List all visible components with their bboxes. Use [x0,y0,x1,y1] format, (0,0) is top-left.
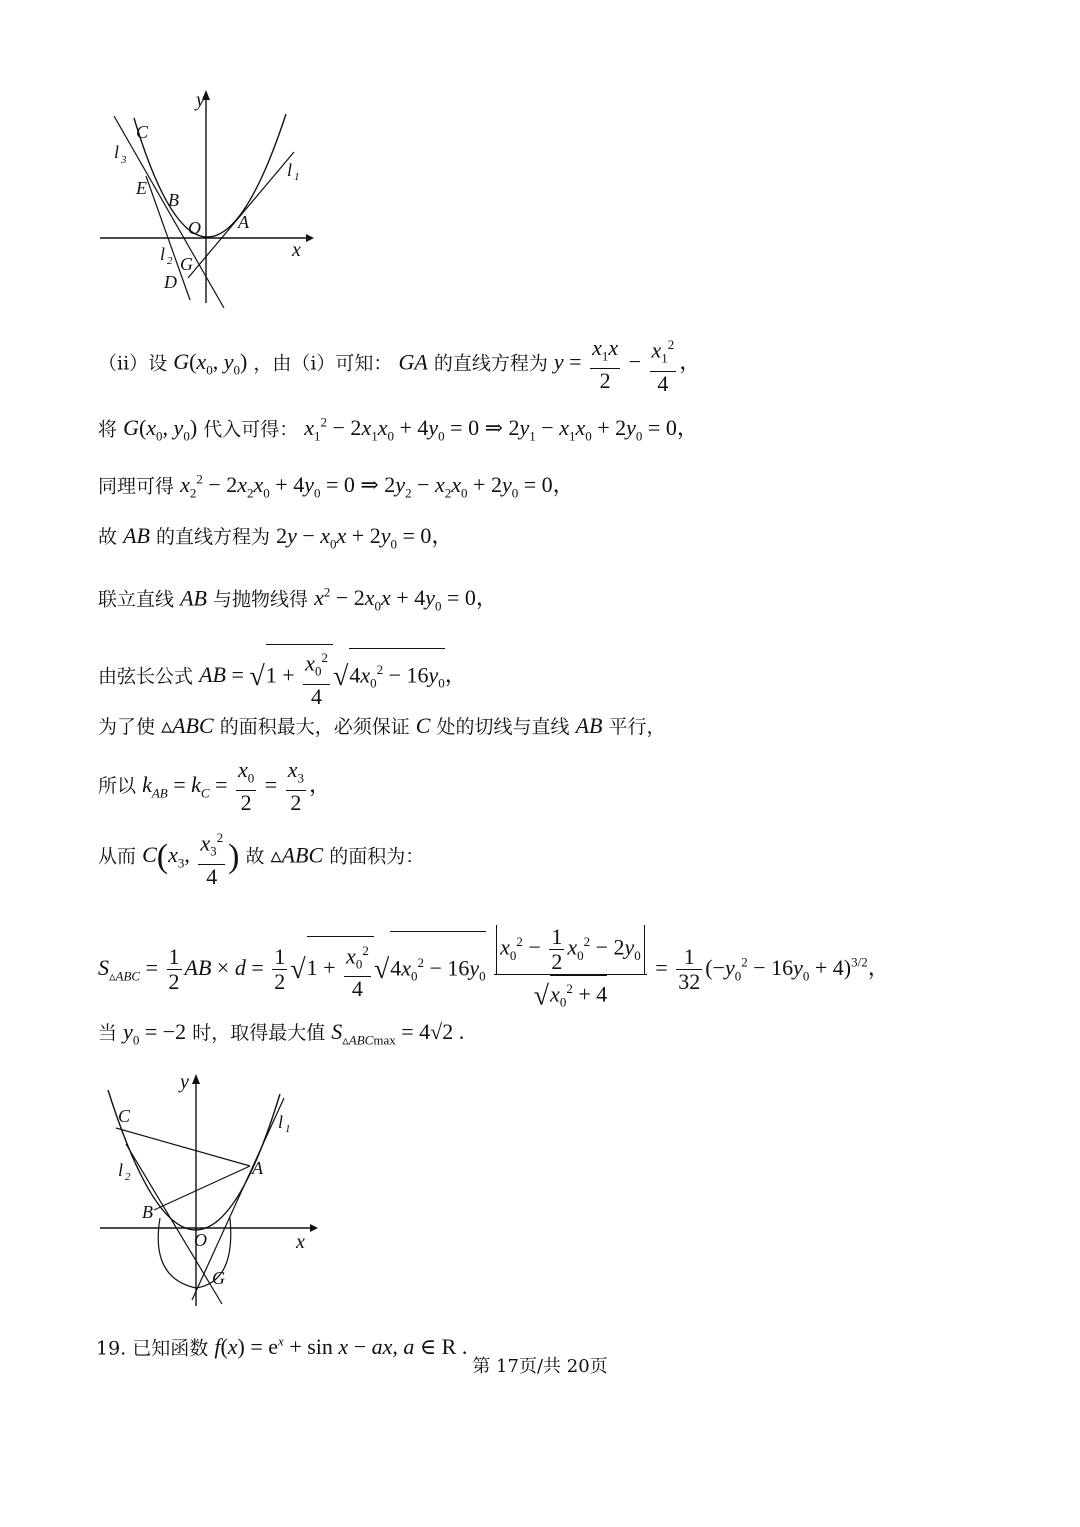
fig2-label-x: x [296,1231,305,1253]
line9-mid: 故 [245,845,265,868]
line9-lead: 从而 [98,845,137,868]
line5-mid: 与抛物线得 [213,588,309,611]
fig1-label-l1: l [287,160,293,180]
line3-lead: 同理可得 [98,475,175,498]
text-line-8: 所以 $k_{AB} = k_C$ = $\frac{x_0}{2}$ = $\frac{x_3}{2}$ ， [98,757,331,816]
fig1-label-l2-sub: 2 [167,255,173,267]
fig1-label-D: D [164,272,177,292]
fig2-label-l1: l [278,1112,284,1132]
line2-mid: 代入可得： [203,418,299,441]
fig1-label-l3-sub: 3 [121,154,127,166]
text-line-2: 将 $G(x_0$, $y_0$) 代入可得： $x_1^2 - 2x_1x_0 + 4y_0 = 0$ ⇒ $2y_1 - x_1x_0 + 2y_0 = 0$， [98,415,699,444]
line7-lead: 为了使 [98,716,156,738]
fig1-label-G: G [180,254,193,274]
fig2-label-y: y [180,1071,189,1093]
fig1-label-l2: l [160,244,166,264]
figure-tangent-lines [96,88,316,308]
page-footer: 第 17页/共 20页 [472,1356,608,1377]
fig2-label-O: O [194,1230,207,1250]
text-line-7: 为了使 ▵ABC 的面积最大，必须保证 C 处的切线与直线 AB 平行， [98,713,666,738]
line6-lead: 由弦长公式 [98,665,194,688]
fig1-label-E: E [136,178,147,198]
fig2-label-l2-sub: 2 [125,1171,131,1183]
fig1-label-l1-sub: 1 [294,171,300,183]
line7-mid1: 的面积最大，必须保证 [219,716,410,738]
fig1-label-y: y [196,89,205,111]
text-line-9: 从而 $C(x_3$, $\frac{x_3^2}{4}$ ) 故 ▵ABC 的面积为： [98,826,424,866]
line9-tail: 的面积为： [329,845,425,868]
line1-tail: 的直线方程为 [433,352,548,375]
fig1-label-x: x [292,239,301,261]
text-line-4: 故 AB 的直线方程为 $2y - x_0x + 2y_0 = 0$， [98,523,454,552]
text-line-5: 联立直线 AB 与抛物线得 $x^2 - 2x_0x + 4y_0 = 0$， [98,585,498,614]
question-19-text: 已知函数 [132,1337,209,1360]
fig1-label-O: O [188,218,201,238]
text-line-1: （ii）设 $G(x_0$, $y_0$) ，由（i）可知： GA 的直线方程为 y = $\frac{x_1x}{2}$ − $\frac{x_1^2}{4}$ ， [98,334,702,396]
fig2-label-B: B [142,1202,153,1222]
line1-mid: ，由（i）可知： [253,352,393,375]
fig1-label-A: A [238,212,249,232]
text-line-6: 由弦长公式 AB = √1 + $\frac{x_0^2}{4}$ $√4x_0^2 - 16y_0$， [98,644,467,684]
fig2-label-l2: l [118,1160,124,1180]
fig1-label-B: B [168,190,179,210]
fig1-label-l3: l [114,142,120,162]
line11-mid: 时，取得最大值 [192,1022,326,1044]
line2-lead: 将 [98,418,118,441]
line4-lead: 故 [98,526,118,548]
fig2-label-l1-sub: 1 [285,1123,291,1135]
fig2-label-A: A [252,1158,263,1178]
question-19-number: 19. [96,1337,127,1360]
fig1-label-C: C [136,122,149,142]
question-19: 19. 已知函数 $f(x) = e^x + \sin x$ − ax, a ∈ R . [96,1334,468,1360]
line8-lead: 所以 [98,774,137,797]
text-line-10-area-formula: $S_{▵ABC}$ = $\frac{1}{2}$ AB × d = $\frac{1}{2}$ √1 + $\frac{x_0^2}{4}$ $√4x_0^2 - 16y_0$ $x_0^2$ − $\frac{1}{2}$ $x_0^2 - 2y_0$ $√x_0^2 + 4$ = $\frac{1}{32}$ $(-y_0^2 - 16y_0 + 4)^{3/2}$， [98,925,890,985]
line11-lead: 当 [98,1022,118,1044]
text-line-3: 同理可得 $x_2^2 - 2x_2x_0 + 4y_0 = 0$ ⇒ $2y_2 - x_2x_0 + 2y_0 = 0$， [98,472,575,501]
line5-lead: 联立直线 [98,588,175,611]
fig2-label-G: G [212,1268,225,1288]
line4-mid: 的直线方程为 [156,526,271,548]
text-line-11: 当 $y_0 = -2$ 时，取得最大值 $S_{▵ABCmax} = 4√2$ . [98,1019,465,1048]
line7-mid2: 处的切线与直线 [436,716,570,738]
line7-tail: 平行， [608,716,666,738]
figure-triangle-abc [96,1068,326,1308]
line1-lead: （ii）设 [98,352,168,375]
fig2-label-C: C [118,1106,131,1126]
